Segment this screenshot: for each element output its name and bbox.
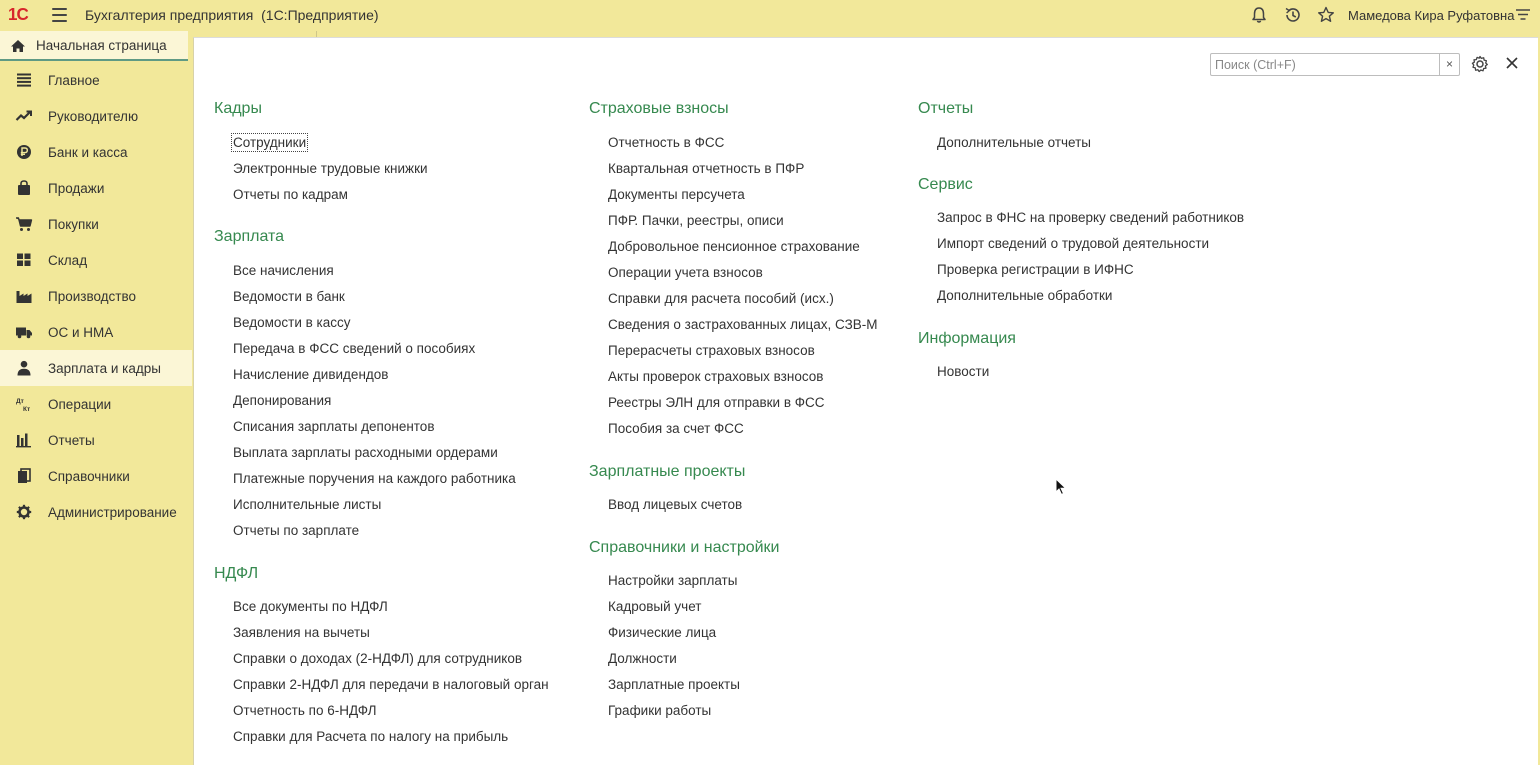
factory-icon bbox=[15, 288, 33, 304]
sidebar-item-bank[interactable] bbox=[0, 134, 192, 170]
link-item[interactable]: Пособия за счет ФСС bbox=[608, 421, 744, 436]
link-item[interactable]: Отчетность по 6-НДФЛ bbox=[233, 703, 377, 718]
search-clear-button[interactable]: × bbox=[1439, 54, 1459, 75]
link-item[interactable]: Запрос в ФНС на проверку сведений работников bbox=[937, 210, 1245, 225]
link-item[interactable]: Настройки зарплаты bbox=[608, 573, 738, 588]
link-item[interactable]: Начисление дивидендов bbox=[233, 367, 389, 382]
link-item[interactable]: Отчеты по кадрам bbox=[233, 187, 348, 202]
group-title-hr: Кадры bbox=[214, 100, 262, 117]
link-item[interactable]: Сведения о застрахованных лицах, СЗВ-М bbox=[608, 317, 878, 332]
sidebar-item-purchases[interactable] bbox=[0, 206, 192, 242]
dt-kt-icon bbox=[15, 396, 33, 412]
sidebar-item-catalogs[interactable] bbox=[0, 458, 192, 494]
link-item[interactable]: Ввод лицевых счетов bbox=[608, 497, 743, 512]
app-title: Бухгалтерия предприятия (1С:Предприятие) bbox=[85, 7, 379, 23]
link-item[interactable]: Документы персучета bbox=[608, 187, 745, 202]
person-icon bbox=[15, 360, 33, 376]
link-item[interactable]: Зарплатные проекты bbox=[608, 677, 740, 692]
search-box bbox=[1210, 53, 1460, 76]
history-icon[interactable] bbox=[1283, 5, 1303, 25]
link-item[interactable]: Новости bbox=[937, 364, 990, 379]
sidebar-item-label: Справочники bbox=[48, 469, 130, 484]
1c-logo[interactable]: 1С bbox=[8, 4, 28, 25]
link-item[interactable]: Акты проверок страховых взносов bbox=[608, 369, 824, 384]
group-title-insurance: Страховые взносы bbox=[589, 100, 729, 117]
link-item[interactable]: Списания зарплаты депонентов bbox=[233, 419, 435, 434]
link-item[interactable]: Квартальная отчетность в ПФР bbox=[608, 161, 805, 176]
link-item[interactable]: Все начисления bbox=[233, 263, 334, 278]
link-item[interactable]: Исполнительные листы bbox=[233, 497, 382, 512]
link-item[interactable]: Дополнительные отчеты bbox=[937, 135, 1091, 150]
books-icon bbox=[15, 468, 33, 484]
link-item[interactable]: Должности bbox=[608, 651, 677, 666]
settings-gear-icon[interactable] bbox=[1471, 55, 1489, 73]
sidebar-item-label: ОС и НМА bbox=[48, 325, 114, 340]
sidebar-item-label: Администрирование bbox=[48, 505, 177, 520]
link-item[interactable]: Операции учета взносов bbox=[608, 265, 763, 280]
main-panel bbox=[193, 37, 1538, 765]
sidebar-item-label: Банк и касса bbox=[48, 145, 128, 160]
sidebar-item-reports[interactable] bbox=[0, 422, 192, 458]
sidebar-item-label: Руководителю bbox=[48, 109, 139, 124]
sidebar-item-label: Покупки bbox=[48, 217, 99, 232]
home-icon bbox=[10, 39, 26, 53]
link-item[interactable]: Справки 2-НДФЛ для передачи в налоговый орган bbox=[233, 677, 549, 692]
sidebar-item-warehouse[interactable] bbox=[0, 242, 192, 278]
cart-icon bbox=[15, 216, 33, 232]
sidebar-item-salary-hr[interactable] bbox=[0, 350, 192, 386]
sidebar-item-label: Продажи bbox=[48, 181, 105, 196]
sidebar-item-sales[interactable] bbox=[0, 170, 192, 206]
sidebar-item-label: Отчеты bbox=[48, 433, 95, 448]
star-icon[interactable] bbox=[1316, 5, 1336, 25]
link-item[interactable]: Перерасчеты страховых взносов bbox=[608, 343, 815, 358]
group-title-reports: Отчеты bbox=[918, 100, 974, 117]
menu-filter-icon[interactable] bbox=[1513, 5, 1533, 25]
link-item[interactable]: Депонирования bbox=[233, 393, 332, 408]
sidebar-item-label: Производство bbox=[48, 289, 137, 304]
list-icon bbox=[15, 72, 33, 88]
link-item[interactable]: Все документы по НДФЛ bbox=[233, 599, 388, 614]
link-item[interactable]: Импорт сведений о трудовой деятельности bbox=[937, 236, 1210, 251]
link-item[interactable]: Отчеты по зарплате bbox=[233, 523, 360, 538]
bag-icon bbox=[15, 180, 33, 196]
gear-icon bbox=[15, 504, 33, 520]
link-item[interactable]: Физические лица bbox=[608, 625, 717, 640]
link-item[interactable]: Справки для Расчета по налогу на прибыль bbox=[233, 729, 509, 744]
link-item[interactable]: Справки для расчета пособий (исх.) bbox=[608, 291, 834, 306]
link-item[interactable]: Справки о доходах (2-НДФЛ) для сотрудников bbox=[233, 651, 523, 666]
ruble-icon bbox=[15, 144, 33, 160]
sidebar bbox=[0, 62, 192, 765]
link-item[interactable]: Платежные поручения на каждого работника bbox=[233, 471, 516, 486]
link-item[interactable]: Электронные трудовые книжки bbox=[233, 161, 428, 176]
group-title-catalogs-settings: Справочники и настройки bbox=[589, 539, 780, 556]
close-icon[interactable] bbox=[1504, 55, 1520, 71]
trend-icon bbox=[15, 108, 33, 124]
link-item[interactable]: Проверка регистрации в ИФНС bbox=[937, 262, 1134, 277]
sidebar-item-operations[interactable] bbox=[0, 386, 192, 422]
link-item[interactable]: Добровольное пенсионное страхование bbox=[608, 239, 860, 254]
link-item[interactable]: Выплата зарплаты расходными ордерами bbox=[233, 445, 498, 460]
sidebar-item-production[interactable] bbox=[0, 278, 192, 314]
tab-home-label: Начальная страница bbox=[36, 38, 167, 53]
link-item[interactable]: Заявления на вычеты bbox=[233, 625, 370, 640]
link-item[interactable]: Кадровый учет bbox=[608, 599, 702, 614]
truck-icon bbox=[15, 324, 33, 340]
title-bar bbox=[0, 0, 1540, 31]
link-item[interactable]: Дополнительные обработки bbox=[937, 288, 1113, 303]
warehouse-icon bbox=[15, 252, 33, 268]
mouse-cursor-icon bbox=[1055, 478, 1067, 496]
sidebar-item-administration[interactable] bbox=[0, 494, 192, 530]
sidebar-item-label: Главное bbox=[48, 73, 100, 88]
search-input[interactable] bbox=[1211, 54, 1439, 75]
group-title-ndfl: НДФЛ bbox=[214, 565, 259, 582]
svg-text:Дт: Дт bbox=[16, 398, 24, 405]
group-title-salary: Зарплата bbox=[214, 228, 285, 245]
bell-icon[interactable] bbox=[1249, 5, 1269, 25]
group-title-salary-projects: Зарплатные проекты bbox=[589, 463, 746, 480]
link-item[interactable]: Реестры ЭЛН для отправки в ФСС bbox=[608, 395, 825, 410]
hamburger-menu-icon[interactable] bbox=[52, 8, 67, 22]
sidebar-item-manager[interactable] bbox=[0, 98, 192, 134]
sidebar-item-label: Склад bbox=[48, 253, 88, 268]
link-item[interactable]: Передача в ФСС сведений о пособиях bbox=[233, 341, 476, 356]
user-name[interactable]: Мамедова Кира Руфатовна bbox=[1348, 8, 1515, 23]
svg-text:Кт: Кт bbox=[23, 406, 31, 412]
link-employees[interactable]: Сотрудники bbox=[233, 135, 307, 150]
sidebar-item-label: Операции bbox=[48, 397, 112, 412]
link-item[interactable]: Графики работы bbox=[608, 703, 712, 718]
group-title-service: Сервис bbox=[918, 176, 973, 193]
sidebar-item-label: Зарплата и кадры bbox=[48, 361, 161, 376]
link-item[interactable]: Отчетность в ФСС bbox=[608, 135, 725, 150]
link-item[interactable]: ПФР. Пачки, реестры, описи bbox=[608, 213, 784, 228]
link-item[interactable]: Ведомости в банк bbox=[233, 289, 345, 304]
bar-chart-icon bbox=[15, 432, 33, 448]
sidebar-item-main[interactable] bbox=[0, 62, 192, 98]
tab-home[interactable] bbox=[0, 31, 188, 61]
group-title-information: Информация bbox=[918, 330, 1016, 347]
sidebar-item-fixed-assets[interactable] bbox=[0, 314, 192, 350]
link-item[interactable]: Ведомости в кассу bbox=[233, 315, 351, 330]
